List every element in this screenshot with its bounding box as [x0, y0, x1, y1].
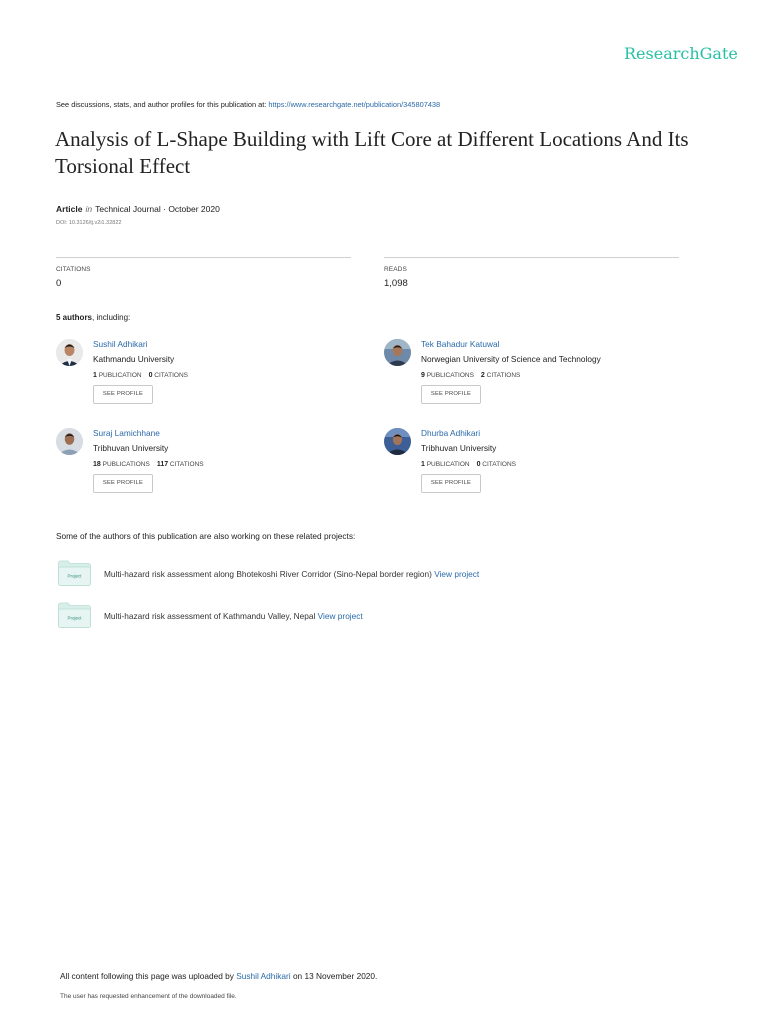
- doi: DOI: 10.3126/tj.v2i1.32822: [56, 220, 122, 226]
- citation-count: 0: [148, 372, 153, 379]
- author-affiliation: Kathmandu University: [93, 354, 175, 364]
- project-icon-label: Project: [67, 573, 82, 579]
- author-avatar[interactable]: [384, 428, 411, 455]
- author-card: [56, 339, 376, 419]
- citations-label: CITATIONS: [56, 266, 91, 273]
- publication-title: Analysis of L-Shape Building with Lift Core at Different Locations And Its Torsional Effect: [55, 127, 689, 178]
- view-project-link[interactable]: View project: [317, 611, 363, 621]
- authors-suffix: , including:: [92, 313, 131, 322]
- authors-count: 5 authors: [56, 313, 93, 322]
- author-affiliation: Norwegian University of Science and Technology: [421, 354, 601, 364]
- citations-value: 0: [56, 278, 62, 289]
- author-affiliation: Tribhuvan University: [421, 443, 497, 453]
- citation-label: CITATIONS: [169, 461, 204, 468]
- citation-count: 117: [156, 461, 169, 468]
- citation-label: CITATIONS: [486, 372, 521, 379]
- citations-divider: [56, 257, 351, 258]
- author-card: [384, 339, 704, 419]
- author-avatar[interactable]: [384, 339, 411, 366]
- project-folder-icon: [58, 560, 91, 586]
- project-description: [104, 611, 363, 621]
- reads-value: 1,098: [384, 278, 408, 289]
- author-name[interactable]: Tek Bahadur Katuwal: [421, 339, 500, 349]
- project-description: [104, 569, 479, 579]
- author-avatar[interactable]: [56, 339, 83, 366]
- see-profile-button[interactable]: SEE PROFILE: [93, 385, 153, 404]
- publication-label: PUBLICATIONS: [426, 372, 474, 379]
- project-title: Multi-hazard risk assessment along Bhotekoshi River Corridor (Sino-Nepal border region): [104, 569, 432, 579]
- publication-meta: [56, 204, 220, 214]
- see-profile-button[interactable]: SEE PROFILE: [421, 474, 481, 493]
- author-stats: [93, 372, 188, 379]
- publication-count: 9: [421, 372, 425, 379]
- related-projects-heading: Some of the authors of this publication are also working on these related projects:: [56, 531, 356, 541]
- see-discussions-text: See discussions, stats, and author profiles for this publication at:: [56, 100, 267, 109]
- uploader-link[interactable]: Sushil Adhikari: [236, 971, 291, 981]
- publication-count: 1: [93, 372, 97, 379]
- publication-url-link[interactable]: https://www.researchgate.net/publication/345807438: [268, 100, 441, 109]
- author-stats: [93, 461, 204, 468]
- project-icon-label: Project: [67, 615, 82, 621]
- researchgate-logo[interactable]: ResearchGate: [624, 44, 738, 63]
- author-name[interactable]: Dhurba Adhikari: [421, 428, 481, 438]
- view-project-link[interactable]: View project: [434, 569, 480, 579]
- reads-label: READS: [384, 266, 407, 273]
- publication-label: PUBLICATIONS: [102, 461, 150, 468]
- project-folder-icon: [58, 602, 91, 628]
- publication-label: PUBLICATION: [426, 461, 470, 468]
- author-card: [384, 428, 704, 508]
- upload-info: [60, 971, 377, 981]
- author-name[interactable]: Sushil Adhikari: [93, 339, 148, 349]
- project-row: [58, 560, 578, 590]
- journal-info: Technical Journal · October 2020: [95, 204, 220, 214]
- citation-count: 0: [476, 461, 481, 468]
- publication-count: 18: [93, 461, 101, 468]
- citation-label: CITATIONS: [154, 372, 188, 379]
- publication-label: PUBLICATION: [98, 372, 142, 379]
- author-avatar[interactable]: [56, 428, 83, 455]
- project-title: Multi-hazard risk assessment of Kathmandu Valley, Nepal: [104, 611, 316, 621]
- citation-label: CITATIONS: [482, 461, 516, 468]
- see-profile-button[interactable]: SEE PROFILE: [421, 385, 481, 404]
- project-row: [58, 602, 578, 632]
- reads-divider: [384, 257, 679, 258]
- author-affiliation: Tribhuvan University: [93, 443, 169, 453]
- author-stats: [421, 461, 516, 468]
- see-discussions-line: [56, 100, 440, 109]
- enhancement-note: The user has requested enhancement of the downloaded file.: [60, 993, 237, 1000]
- upload-date: on 13 November 2020.: [292, 971, 378, 981]
- publication-count: 1: [421, 461, 425, 468]
- author-card: [56, 428, 376, 508]
- see-profile-button[interactable]: SEE PROFILE: [93, 474, 153, 493]
- in-label: in: [85, 204, 93, 214]
- author-name[interactable]: Suraj Lamichhane: [93, 428, 160, 438]
- upload-prefix: All content following this page was uploaded by: [60, 971, 234, 981]
- author-stats: [421, 372, 520, 379]
- citation-count: 2: [480, 372, 485, 379]
- publication-type: Article: [56, 204, 83, 214]
- authors-heading: [56, 313, 130, 322]
